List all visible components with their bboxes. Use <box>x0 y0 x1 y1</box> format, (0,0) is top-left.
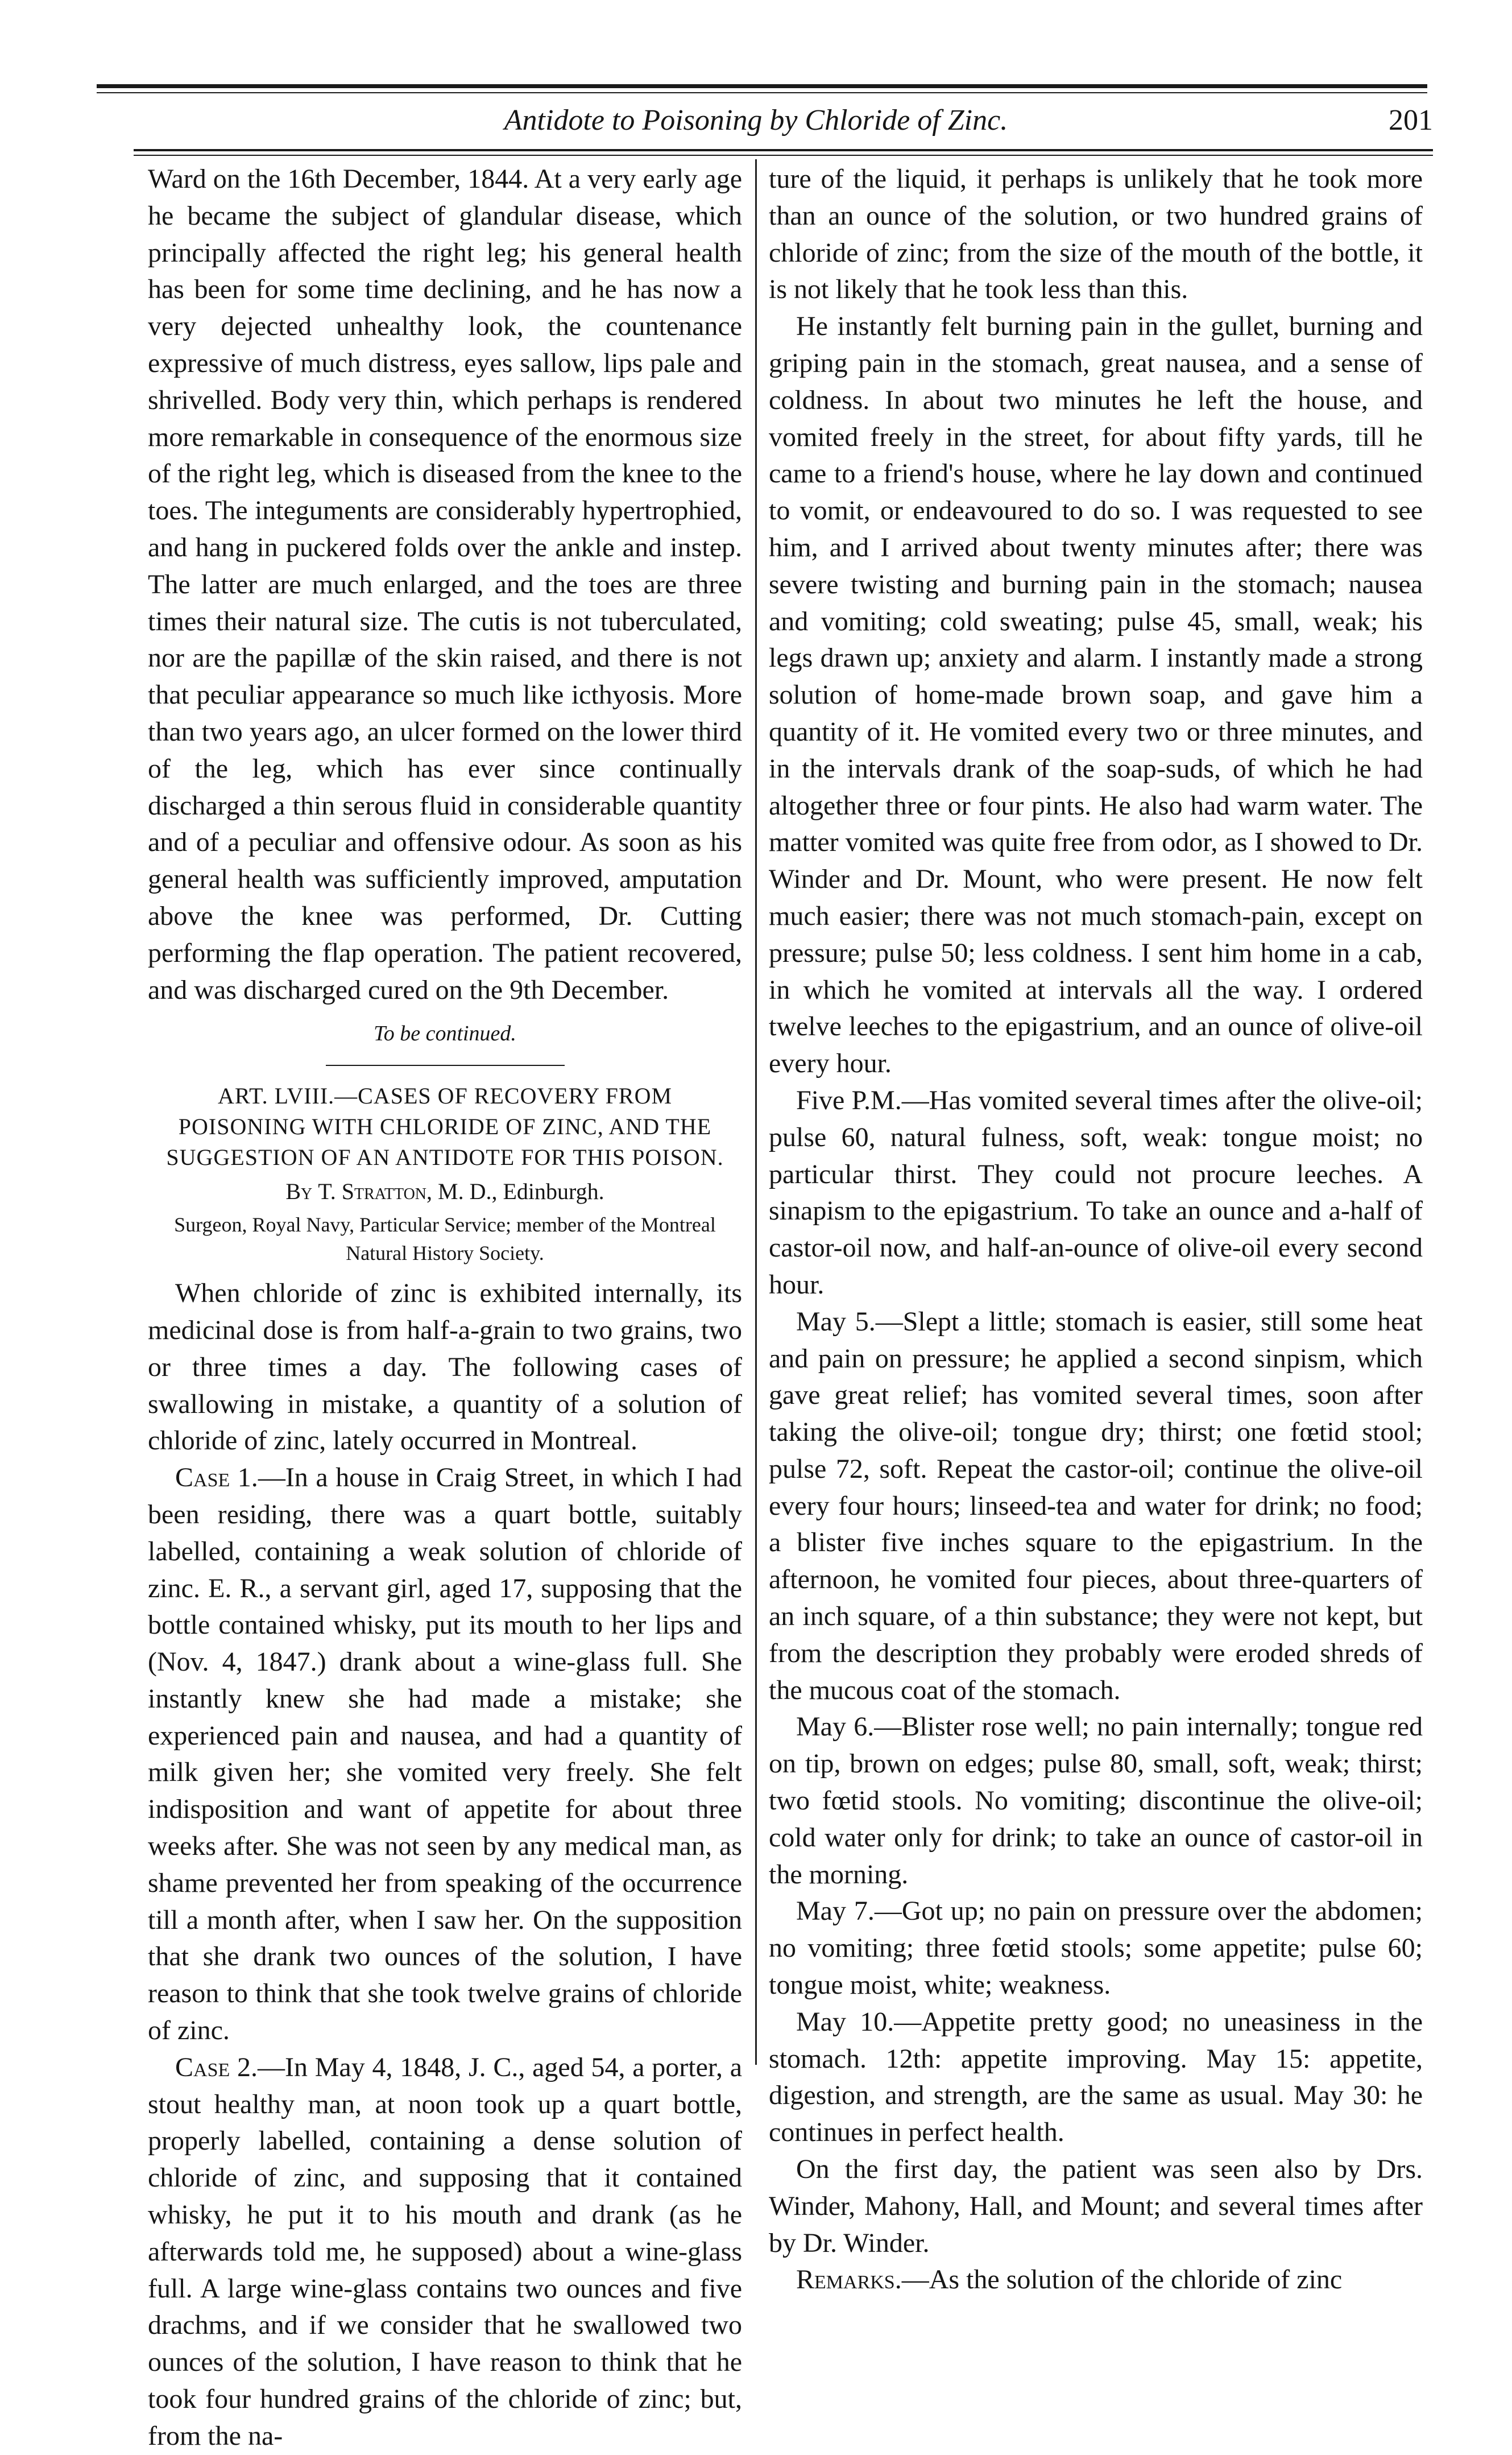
case-2-label: Case 2. <box>175 2052 258 2082</box>
section-divider-rule <box>326 1065 565 1066</box>
author-affiliation: Surgeon, Royal Navy, Particular Service; member of the Montreal Natural History Society. <box>174 1213 716 1265</box>
top-border-thin-rule <box>97 92 1427 93</box>
running-title: Antidote to Poisoning by Chloride of Zinc. <box>504 104 1008 137</box>
article-title: ART. LVIII.—CASES OF RECOVERY FROM POISONING WITH CHLORIDE OF ZINC, AND THE SUGGESTION OF AN ANTIDOTE FOR THIS POISON. <box>166 1083 724 1171</box>
header-thin-rule <box>134 155 1433 156</box>
left-column <box>148 161 743 2451</box>
header-rule <box>134 149 1433 151</box>
case-1-paragraph <box>148 1460 742 2049</box>
paragraph: ture of the liquid, it perhaps is unlikely that he took more than an ounce of the solution, or two hundred grains of chloride of zinc; from the size of the mouth of the bottle, it is not likely that he took less than this. <box>769 164 1423 305</box>
remarks-text: —As the solution of the chloride of zinc <box>901 2264 1343 2295</box>
remarks-label: Remarks. <box>796 2264 902 2295</box>
byline-prefix: By <box>285 1179 313 1205</box>
top-border-rule <box>97 84 1427 88</box>
paragraph: May 10.—Appetite pretty good; no uneasiness in the stomach. 12th: appetite improving. May 15: appetite, digestion, and strength, are the same as usual. May 30: he continues in perfect health. <box>769 2006 1423 2148</box>
paragraph: Ward on the 16th December, 1844. At a very early age he became the subject of glandular disease, which principally affected the right leg; his general health has been for some time declining, and he has now a very dejected unhealthy look, the countenance expressive of much distress, eyes sallow, lips pale and shrivelled. Body very thin, which perhaps is rendered more remarkable in consequence of the enormous size of the right leg, which is diseased from the knee to the toes. The integuments are considerably hypertrophied, and hang in puckered folds over the ankle and instep. The latter are much enlarged, and the toes are three times their natural size. The cutis is not tuberculated, nor are the papillæ of the skin raised, and there is not that peculiar appearance so much like icthyosis. More than two years ago, an ulcer formed on the lower third of the leg, which has ever since continually discharged a thin serous fluid in considerable quantity and of a peculiar and offensive odour. As soon as his general health was sufficiently improved, amputation above the knee was performed, Dr. Cutting performing the flap operation. The patient recovered, and was discharged cured on the 9th December. <box>148 164 742 1005</box>
remarks-paragraph <box>769 2262 1423 2299</box>
paragraph: May 6.—Blister rose well; no pain internally; tongue red on tip, brown on edges; pulse 80, small, soft, weak; thirst; two fœtid stools. No vomiting; discontinue the olive-oil; cold water only for drink; to take an ounce of castor-oil in the morning. <box>769 1712 1423 1890</box>
paragraph: May 7.—Got up; no pain on pressure over the abdomen; no vomiting; three fœtid stools; some appetite; pulse 60; tongue moist, white; weakness. <box>769 1896 1423 2001</box>
case-1-text: —In a house in Craig Street, in which I had been residing, there was a quart bottle, suitably labelled, containing a weak solution of chloride of zinc. E. R., a servant girl, aged 17, supposing that the bottle contained whisky, put its mouth to her lips and (Nov. 4, 1847.) drank about a wine-glass full. She instantly knew she had made a mistake; she experienced pain and nausea, and had a quantity of milk given her; she vomited very freely. She felt indisposition and want of appetite for about three weeks after. She was not seen by any medical man, as shame prevented her from speaking of the occurrence till a month after, when I saw her. On the supposition that she drank two ounces of the solution, I have reason to think that she took twelve grains of chloride of zinc. <box>148 1462 743 2046</box>
case-2-paragraph <box>148 2049 742 2455</box>
paragraph: On the first day, the patient was seen also by Drs. Winder, Mahony, Hall, and Mount; and several times after by Dr. Winder. <box>769 2154 1423 2258</box>
paragraph: He instantly felt burning pain in the gullet, burning and griping pain in the stomach, great nausea, and a sense of coldness. In about two minutes he left the house, and vomited freely in the street, for about fifty yards, till he came to a friend's house, where he lay down and continued to vomit, or endeavoured to do so. I was requested to see him, and I arrived about twenty minutes after; there was severe twisting and burning pain in the stomach; nausea and vomiting; cold sweating; pulse 45, small, weak; his legs drawn up; anxiety and alarm. I instantly made a strong solution of home-made brown soap, and gave him a quantity of it. He vomited every two or three minutes, and in the intervals drank of the soap-suds, of which he had altogether three or four pints. He also had warm water. The matter vomited was quite free from odor, as I showed to Dr. Winder and Dr. Mount, who were present. He now felt much easier; there was not much stomach-pain, except on pressure; pulse 50; less coldness. I sent him home in a cab, in which he vomited at intervals all the way. I ordered twelve leeches to the epigastrium, and an ounce of olive-oil every hour. <box>769 311 1423 1079</box>
paragraph: Five P.M.—Has vomited several times after the olive-oil; pulse 60, natural fulness, soft, weak: tongue moist; no particular thirst. They could not procure leeches. A sinapism to the epigastrium. To take an ounce and a-half of castor-oil now, and half-an-ounce of olive-oil every second hour. <box>769 1085 1423 1300</box>
right-column <box>769 161 1423 2295</box>
case-2-text: —In May 4, 1848, J. C., aged 54, a porter, a stout healthy man, at noon took up a quart bottle, properly labelled, containing a dense solution of chloride of zinc, and supposing that it contained whisky, he put it to his mouth and drank (as he afterwards told me, he supposed) about a wine-glass full. A large wine-glass contains two ounces and five drachms, and if we consider that he swallowed two ounces of the solution, I have reason to think that he took four hundred grains of the chloride of zinc; but, from the na- <box>148 2052 742 2451</box>
page-number: 201 <box>1389 104 1433 137</box>
case-1-label: Case 1. <box>175 1462 258 1493</box>
to-be-continued-note: To be continued. <box>374 1022 516 1046</box>
column-divider <box>755 159 757 2065</box>
byline <box>148 1175 742 1208</box>
paragraph: When chloride of zinc is exhibited internally, its medicinal dose is from half-a-grain to two grains, two or three times a day. The following cases of swallowing in mistake, a quantity of a solution of chloride of zinc, lately occurred in Montreal. <box>148 1278 742 1456</box>
paragraph: May 5.—Slept a little; stomach is easier, still some heat and pain on pressure; he applied a second sinpism, which gave great relief; has vomited several times, soon after taking the olive-oil; tongue dry; thirst; one fœtid stool; pulse 72, soft. Repeat the castor-oil; continue the olive-oil every four hours; linseed-tea and water for drink; no food; a blister five inches square to the epigastrium. In the afternoon, he vomited four pieces, about three-quarters of an inch square, of a thin substance; they were not kept, but from the description they probably were eroded shreds of the mucous coat of the stomach. <box>769 1306 1423 1705</box>
author-name: T. Stratton, M. D., <box>318 1179 498 1205</box>
author-place: Edinburgh. <box>503 1179 604 1205</box>
